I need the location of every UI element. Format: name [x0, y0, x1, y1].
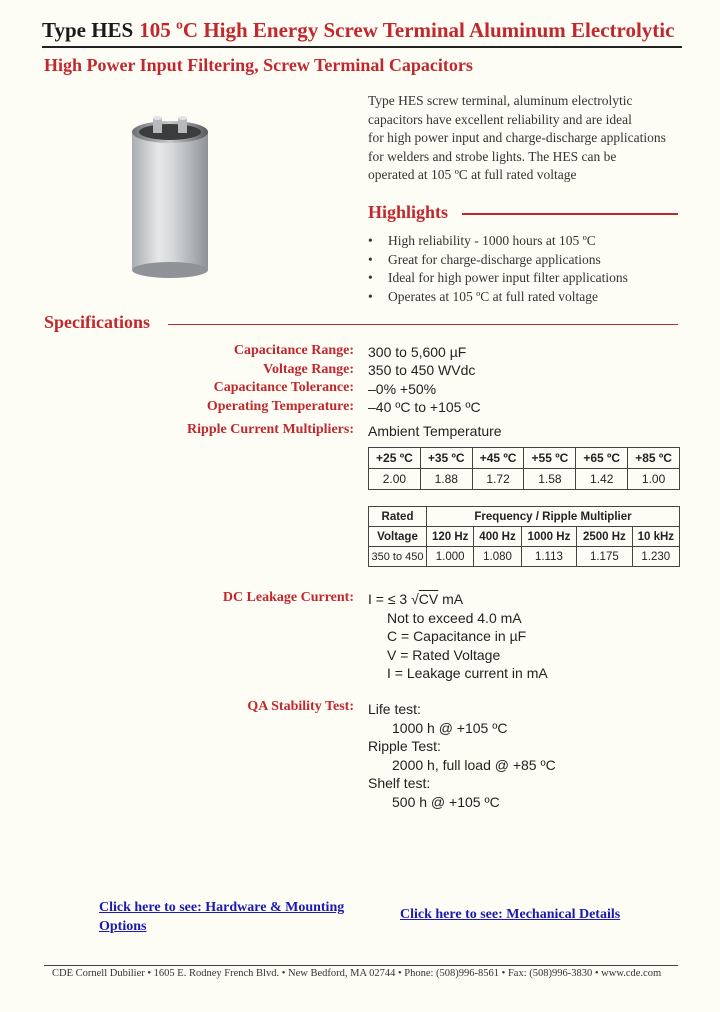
ripple-test-label: Ripple Test: [368, 738, 441, 754]
table-header-cell: 10 kHz [632, 527, 679, 547]
table-cell: 1.230 [632, 547, 679, 567]
table-header-row [369, 507, 680, 527]
table-cell: 1.72 [472, 469, 524, 490]
intro-paragraph [368, 92, 688, 185]
leakage-line: C = Capacitance in µF [387, 628, 527, 644]
table-cell: 1.42 [576, 469, 628, 490]
table-row [369, 547, 680, 567]
capacitance-tolerance-value: –0% +50% [368, 381, 437, 397]
highlight-item: • Great for charge-discharge applications [368, 251, 698, 270]
life-test-value: 1000 h @ +105 ºC [392, 719, 508, 736]
table-header-cell: 120 Hz [427, 527, 474, 547]
table-cell: 1.00 [628, 469, 680, 490]
table-header-cell: +85 ºC [628, 448, 680, 469]
intro-line: for high power input and charge-discharge applications [368, 130, 666, 145]
qa-stability-label: QA Stability Test: [247, 699, 354, 714]
intro-line: for welders and strobe lights. The HES can be [368, 148, 617, 164]
ripple-test-value: 2000 h, full load @ +85 ºC [392, 756, 556, 773]
ripple-multipliers-label: Ripple Current Multipliers: [187, 422, 354, 437]
voltage-range-label: Voltage Range: [263, 362, 354, 377]
highlight-item: • High reliability - 1000 hours at 105 ºC [368, 232, 698, 251]
qa-stability-block [368, 700, 556, 811]
table-row [369, 469, 680, 490]
voltage-header: Voltage [369, 527, 427, 547]
table-header-cell: +65 ºC [576, 448, 628, 469]
dc-leakage-label: DC Leakage Current: [222, 590, 354, 605]
type-label: Type HES [42, 18, 134, 42]
intro-line: capacitors have excellent reliability and are ideal [368, 111, 632, 127]
table-cell: 1.000 [427, 547, 474, 567]
table-cell: 2.00 [369, 469, 421, 490]
table-header-row [369, 448, 680, 469]
life-test-label: Life test: [368, 701, 421, 717]
formula-cv: CV [418, 591, 439, 607]
formula-prefix: I = ≤ 3 √ [368, 591, 419, 607]
formula-unit: mA [438, 591, 464, 607]
table-header-cell: 400 Hz [474, 527, 521, 547]
highlight-item: • Ideal for high power input filter applications [368, 269, 698, 288]
voltage-range-value: 350 to 450 WVdc [368, 362, 476, 378]
table-header-cell: +25 ºC [369, 448, 421, 469]
rated-header: Rated [369, 507, 427, 527]
intro-line: operated at 105 ºC at full rated voltage [368, 167, 577, 182]
table-header-cell: 2500 Hz [577, 527, 632, 547]
ambient-temperature-table [368, 447, 680, 490]
page-subtitle: High Power Input Filtering, Screw Terminal Capacitors [44, 55, 473, 75]
shelf-test-value: 500 h @ +105 ºC [392, 793, 500, 810]
dc-leakage-block [368, 590, 548, 683]
title-divider [42, 46, 682, 48]
table-header-row [369, 527, 680, 547]
page-title [42, 18, 674, 43]
specifications-heading: Specifications [44, 312, 150, 332]
leakage-line: V = Rated Voltage [387, 646, 501, 663]
frequency-group-header: Frequency / Ripple Multiplier [427, 507, 680, 527]
voltage-range-cell: 350 to 450 [369, 547, 427, 567]
hardware-mounting-link[interactable]: Click here to see: Hardware & Mounting Options [99, 900, 345, 934]
highlights-rule [462, 213, 678, 215]
table-header-cell: 1000 Hz [521, 527, 576, 547]
table-header-cell: +55 ºC [524, 448, 576, 469]
frequency-multiplier-table [368, 506, 680, 567]
table-cell: 1.080 [474, 547, 521, 567]
footer-divider [44, 965, 678, 966]
ambient-temperature-caption: Ambient Temperature [368, 423, 502, 439]
leakage-formula [368, 590, 548, 609]
table-cell: 1.58 [524, 469, 576, 490]
table-cell: 1.113 [521, 547, 576, 567]
highlights-heading: Highlights [368, 202, 449, 222]
capacitance-range-label: Capacitance Range: [233, 343, 354, 358]
capacitor-image [128, 110, 212, 282]
highlight-item: • Operates at 105 ºC at full rated voltage [368, 288, 698, 307]
capacitance-tolerance-label: Capacitance Tolerance: [213, 380, 354, 395]
table-cell: 1.88 [420, 469, 472, 490]
leakage-line: Not to exceed 4.0 mA [387, 609, 522, 626]
specifications-rule [168, 324, 678, 325]
leakage-line: I = Leakage current in mA [387, 665, 548, 681]
intro-line: Type HES screw terminal, aluminum electrolytic [368, 93, 633, 108]
table-header-cell: +35 ºC [420, 448, 472, 469]
table-cell: 1.175 [577, 547, 632, 567]
shelf-test-label: Shelf test: [368, 775, 431, 791]
mechanical-details-link[interactable]: Click here to see: Mechanical Details [400, 907, 621, 922]
operating-temperature-label: Operating Temperature: [206, 399, 354, 414]
table-header-cell: +45 ºC [472, 448, 524, 469]
capacitance-range-value: 300 to 5,600 µF [368, 344, 467, 360]
highlights-list [368, 232, 698, 306]
operating-temperature-value: –40 ºC to +105 ºC [368, 399, 481, 415]
title-text: 105 ºC High Energy Screw Terminal Aluminum Electrolytic [139, 18, 675, 42]
footer-contact: CDE Cornell Dubilier • 1605 E. Rodney French Blvd. • New Bedford, MA 02744 • Phone: (508)996-8561 • Fax: (508)996-3830 • www.cde.com [52, 968, 662, 979]
